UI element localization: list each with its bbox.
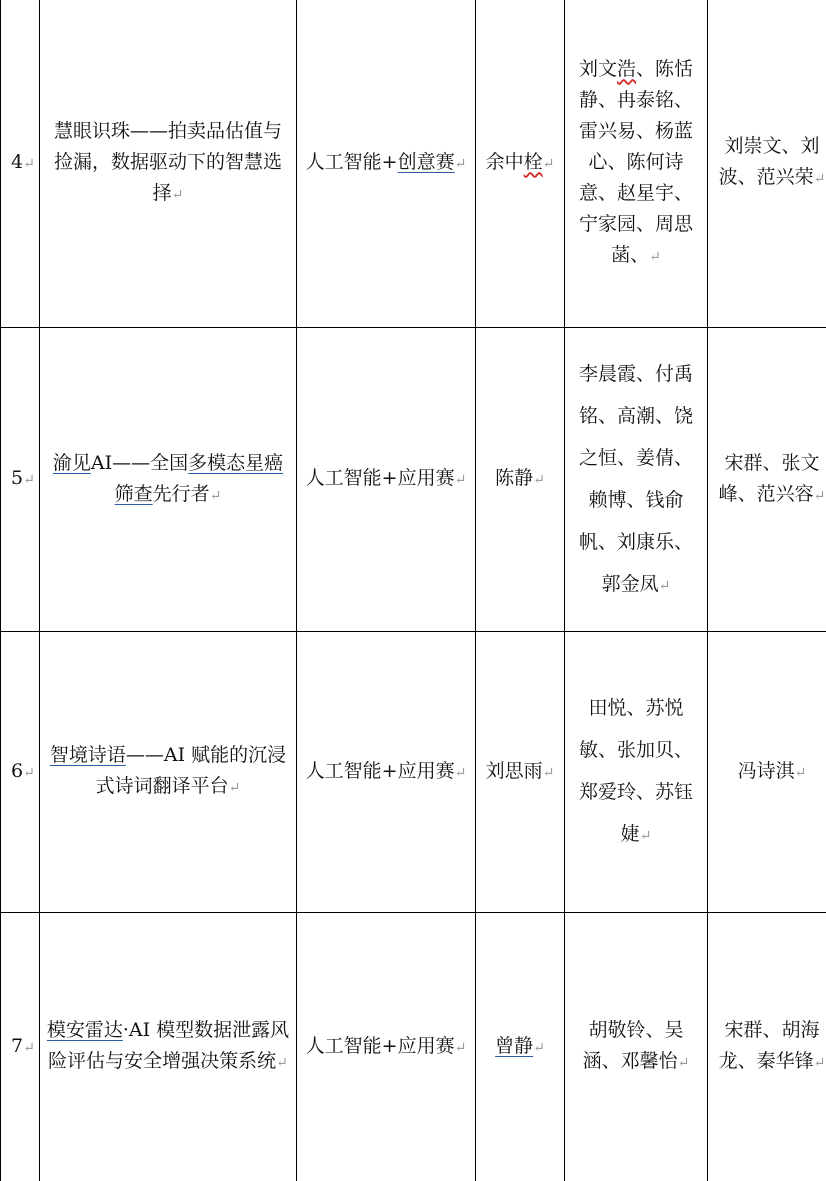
paragraph-mark: ↵ [814,171,826,187]
project-name: 先行者 [153,483,210,505]
paragraph-mark: ↵ [276,1055,288,1071]
leader-name-underlined: 曾静 [495,1035,533,1057]
track-text: 人工智能+应用赛 [306,1035,455,1057]
paragraph-mark: ↵ [229,780,241,796]
members-cell [565,632,708,913]
project-name-underlined: 智境诗语 [50,744,126,766]
leader-cell [476,328,565,632]
paragraph-mark: ↵ [23,1040,35,1056]
row-number: 6 [11,760,23,782]
members-cell [565,0,708,328]
advisors-cell [708,0,826,328]
advisors-cell [708,632,826,913]
paragraph-mark: ↵ [678,1055,690,1071]
paragraph-mark: ↵ [649,249,661,265]
advisors-text: 刘崇文、刘波、范兴荣 [719,135,820,188]
leader-cell [476,0,565,328]
advisors-text: 冯诗淇 [738,760,795,782]
paragraph-mark: ↵ [795,765,807,781]
paragraph-mark: ↵ [455,1040,467,1056]
paragraph-mark: ↵ [814,1055,826,1071]
track-cell [297,632,476,913]
members-text: 胡敬铃、吴涵、邓馨怡 [583,1019,684,1072]
paragraph-mark: ↵ [455,765,467,781]
row-number-cell [1,632,40,913]
row-number: 7 [11,1035,23,1057]
project-name-underlined: 多模态 [188,452,245,474]
paragraph-mark: ↵ [23,765,35,781]
paragraph-mark: ↵ [23,156,35,172]
project-name-cell [40,913,297,1181]
project-name: ·AI 模型数据泄露风险评估与安全增强决策系统 [48,1019,289,1072]
table-row [1,632,826,913]
row-number-cell [1,0,40,328]
advisors-text: 宋群、胡海龙、秦华锋 [719,1019,820,1072]
row-number-cell [1,328,40,632]
project-name-cell [40,632,297,913]
spellcheck-word: 浩 [617,58,636,80]
advisors-text: 宋群、张文峰、范兴容 [719,452,820,505]
paragraph-mark: ↵ [172,187,184,203]
paragraph-mark: ↵ [533,1040,545,1056]
table-row [1,913,826,1181]
leader-cell [476,632,565,913]
track-text: 人工智能+ [306,151,398,173]
members-cell [565,913,708,1181]
leader-name: 刘思雨 [486,760,543,782]
members-text: 田悦、苏悦敏、张加贝、郑爱玲、苏钰婕 [579,697,693,845]
project-name-underlined: 星癌筛查 [115,452,284,505]
members-cell [565,328,708,632]
advisors-cell [708,328,826,632]
paragraph-mark: ↵ [640,828,652,844]
members-text: 、陈恬静、冉泰铭、雷兴易、杨蓝心、陈何诗意、赵星宇、宁家园、周思菡、 [579,58,693,266]
project-name-underlined: 模安雷达 [47,1019,123,1041]
project-name: 慧眼识珠——拍卖品估值与捡漏，数据驱动下的智慧选择 [54,120,282,204]
paragraph-mark: ↵ [533,472,545,488]
advisors-cell [708,913,826,1181]
row-number: 4 [11,151,23,173]
track-cell [297,0,476,328]
project-name: AI——全国 [91,452,188,474]
project-name-underlined: 渝见 [53,452,91,474]
spellcheck-word: 栓 [524,151,543,173]
leader-name: 陈静 [495,467,533,489]
table-row [1,328,826,632]
project-name-cell [40,328,297,632]
project-name-cell [40,0,297,328]
track-text: 人工智能+应用赛 [306,467,455,489]
paragraph-mark: ↵ [659,578,671,594]
track-text: 人工智能+应用赛 [306,760,455,782]
members-text: 刘文 [579,58,617,80]
track-cell [297,328,476,632]
paragraph-mark: ↵ [455,472,467,488]
paragraph-mark: ↵ [23,472,35,488]
leader-name: 余中 [486,151,524,173]
track-cell [297,913,476,1181]
leader-cell [476,913,565,1181]
members-text: 李晨霞、付禹铭、高潮、饶之恒、姜倩、赖博、钱俞帆、刘康乐、郭金凤 [579,363,693,595]
row-number: 5 [11,467,23,489]
paragraph-mark: ↵ [543,765,555,781]
paragraph-mark: ↵ [543,156,555,172]
paragraph-mark: ↵ [455,156,467,172]
project-name: ——AI 赋能的沉浸式诗词翻译平台 [96,744,287,797]
table-row [1,0,826,328]
row-number-cell [1,913,40,1181]
paragraph-mark: ↵ [814,488,826,504]
track-text-underlined: 创意赛 [398,151,455,173]
paragraph-mark: ↵ [210,488,222,504]
